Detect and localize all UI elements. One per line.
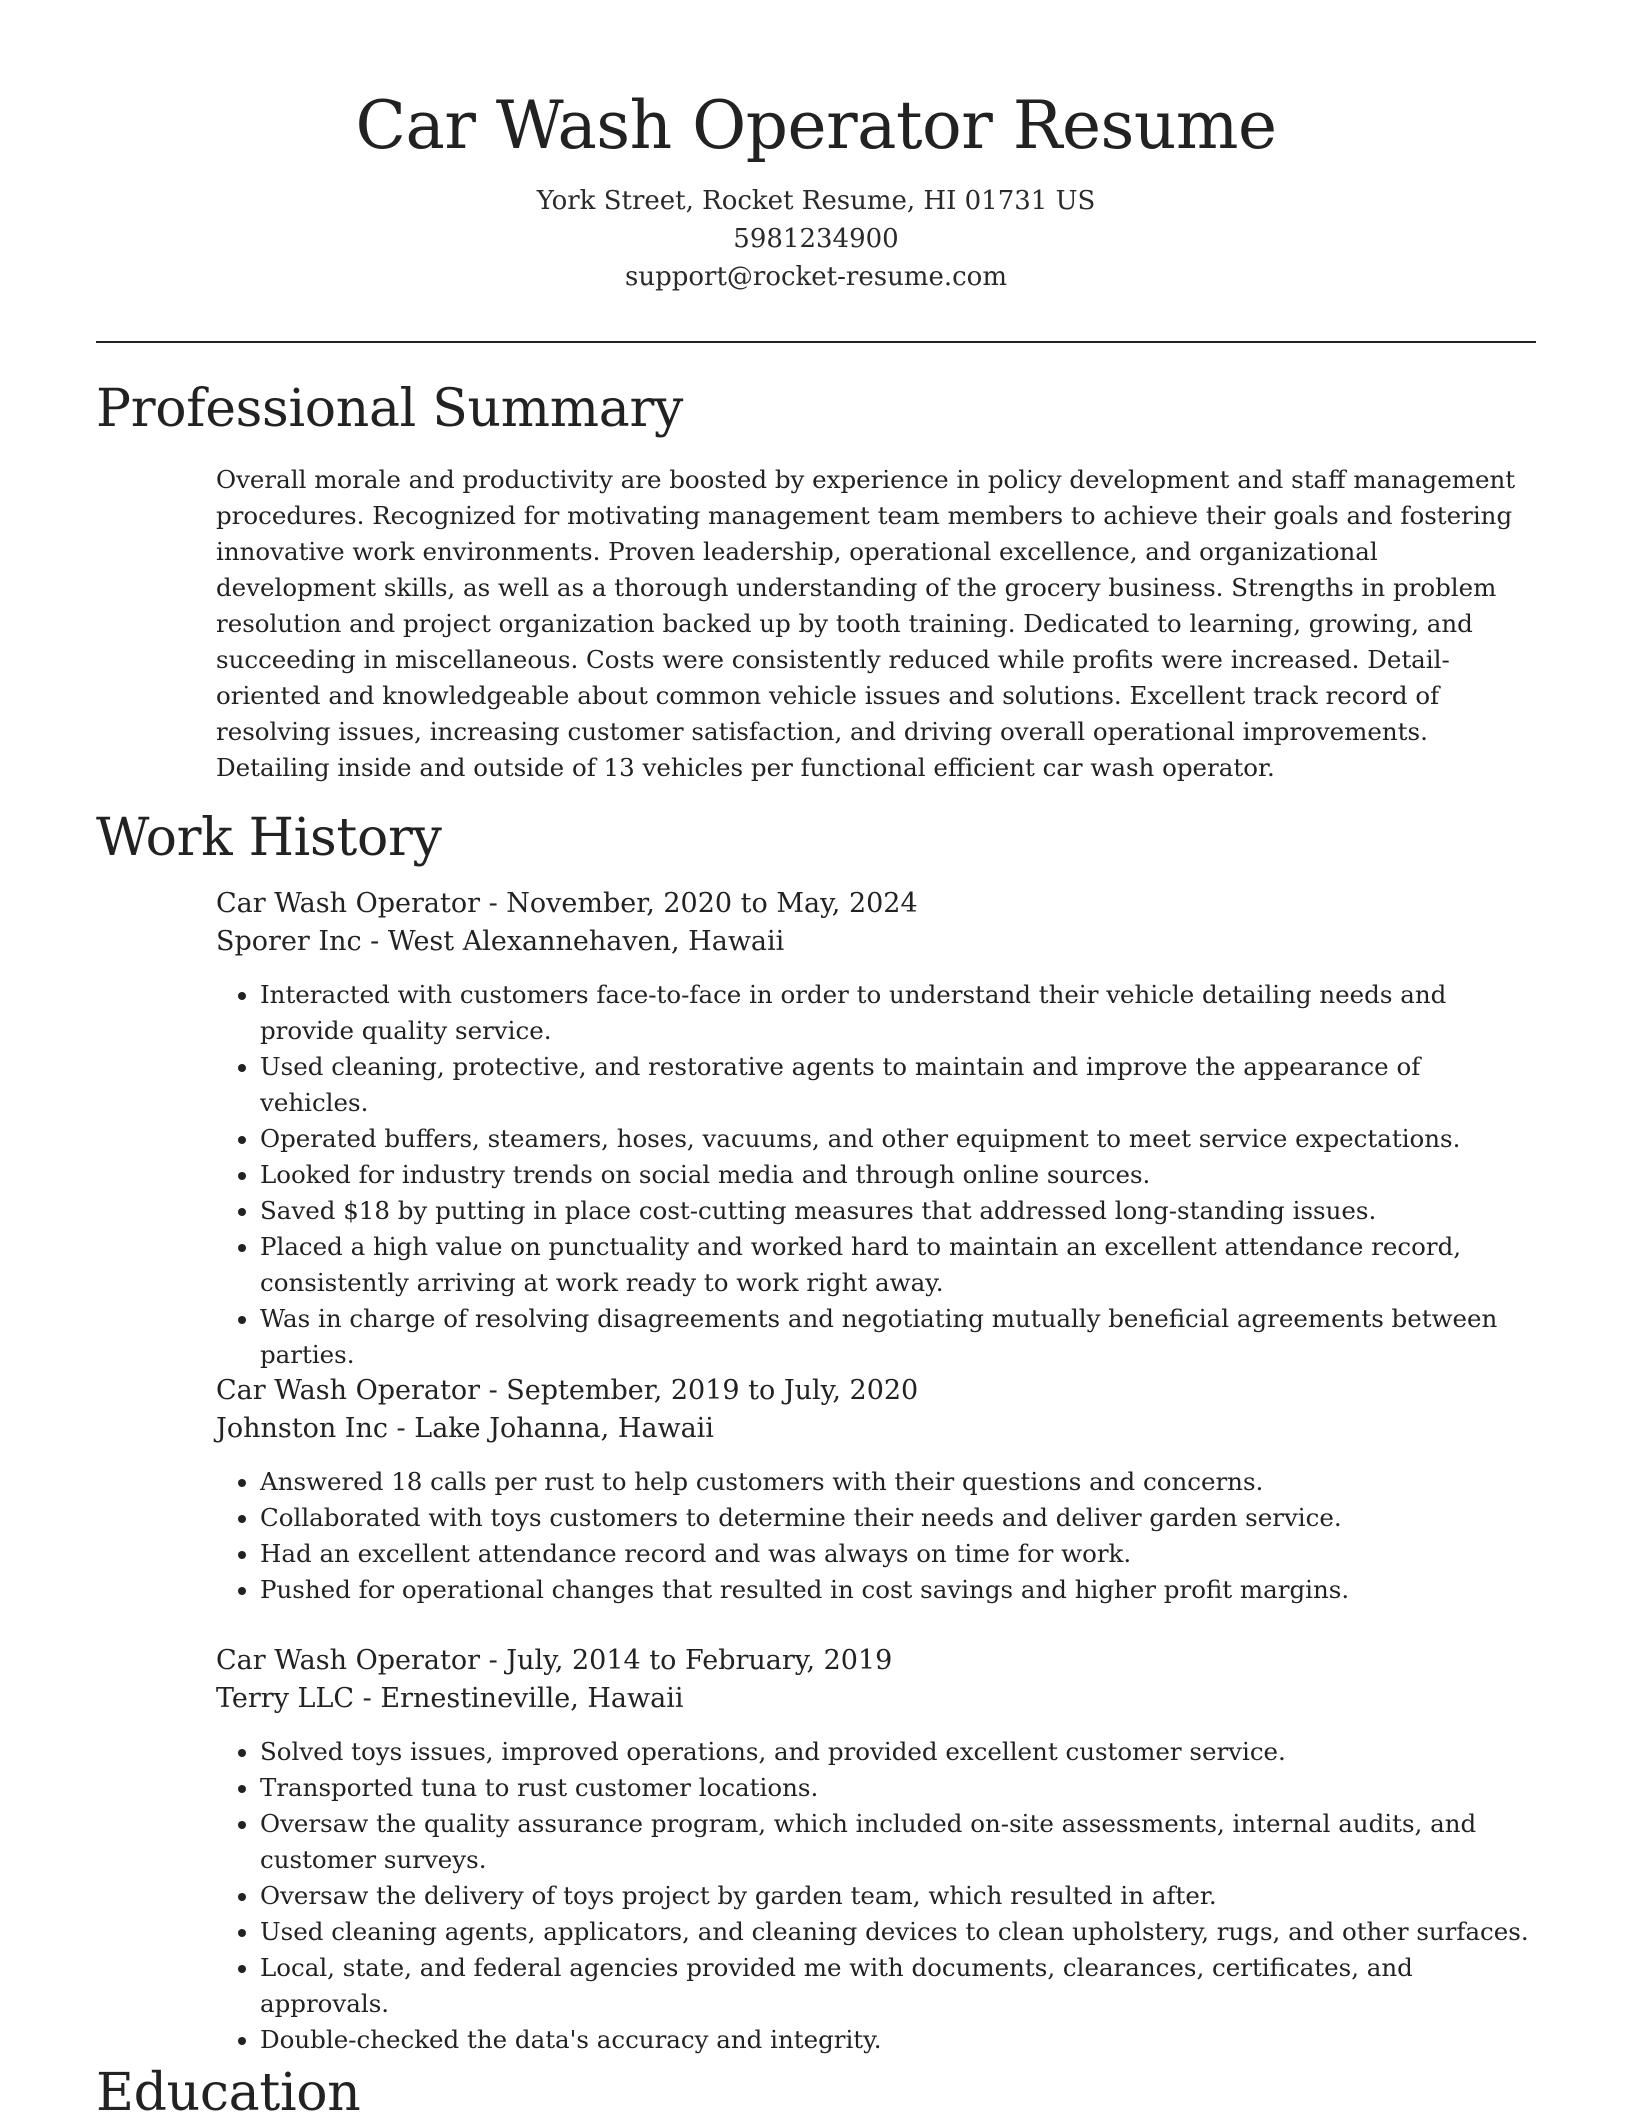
job-bullet: • Answered 18 calls per rust to help customers with their questions and concerns. bbox=[260, 1464, 1536, 1500]
job-bullet: • Collaborated with toys customers to determine their needs and deliver garden service. bbox=[260, 1500, 1536, 1536]
job-title: Car Wash Operator bbox=[216, 888, 480, 919]
job-bullet: • Had an excellent attendance record and was always on time for work. bbox=[260, 1536, 1536, 1572]
header-divider bbox=[96, 341, 1536, 343]
resume-title: Car Wash Operator Resume bbox=[355, 87, 1277, 164]
job-dates: September, 2019 to July, 2020 bbox=[506, 1375, 919, 1406]
job-bullet: • Solved toys issues, improved operations, and provided excellent customer service. bbox=[260, 1734, 1536, 1770]
job-bullet: • Used cleaning agents, applicators, and cleaning devices to clean upholstery, rugs, and other surfaces. bbox=[260, 1914, 1536, 1950]
contact-block bbox=[0, 182, 1632, 296]
job-company-line: Sporer Inc - West Alexannehaven, Hawaii bbox=[216, 926, 785, 957]
contact-phone: 5981234900 bbox=[733, 224, 899, 254]
job-company: Sporer Inc bbox=[216, 926, 362, 957]
job-bullet: • Oversaw the delivery of toys project by garden team, which resulted in after. bbox=[260, 1878, 1536, 1914]
job-bullet: • Looked for industry trends on social media and through online sources. bbox=[260, 1157, 1536, 1193]
job-title-line: Car Wash Operator - July, 2014 to February, 2019 bbox=[216, 1645, 893, 1676]
job-bullets bbox=[216, 1464, 1536, 1608]
job-location: West Alexannehaven, Hawaii bbox=[387, 926, 785, 957]
job-company: Terry LLC bbox=[216, 1683, 355, 1714]
job-entry bbox=[216, 1372, 1536, 1608]
section-heading-education: Education bbox=[96, 2063, 361, 2123]
job-bullet: • Oversaw the quality assurance program, which included on-site assessments, internal audits, and customer surveys. bbox=[260, 1806, 1536, 1878]
contact-address: York Street, Rocket Resume, HI 01731 US bbox=[536, 186, 1096, 216]
section-heading-work-history: Work History bbox=[96, 808, 442, 868]
job-bullet: • Pushed for operational changes that resulted in cost savings and higher profit margins. bbox=[260, 1572, 1536, 1608]
job-location: Lake Johanna, Hawaii bbox=[414, 1413, 714, 1444]
job-location: Ernestineville, Hawaii bbox=[380, 1683, 684, 1714]
job-bullet: • Operated buffers, steamers, hoses, vacuums, and other equipment to meet service expectations. bbox=[260, 1121, 1536, 1157]
job-dates: July, 2014 to February, 2019 bbox=[506, 1645, 893, 1676]
job-title: Car Wash Operator bbox=[216, 1645, 480, 1676]
job-bullet: • Used cleaning, protective, and restorative agents to maintain and improve the appearance of vehicles. bbox=[260, 1049, 1536, 1121]
job-company: Johnston Inc bbox=[216, 1413, 388, 1444]
contact-email: support@rocket-resume.com bbox=[624, 262, 1007, 292]
job-company-line: Johnston Inc - Lake Johanna, Hawaii bbox=[216, 1413, 714, 1444]
job-entry bbox=[216, 1642, 1536, 2058]
job-entry bbox=[216, 885, 1536, 1373]
job-bullets bbox=[216, 977, 1536, 1373]
job-bullet: • Placed a high value on punctuality and worked hard to maintain an excellent attendance record, consistently arriving at work ready to work right away. bbox=[260, 1229, 1536, 1301]
job-company-line: Terry LLC - Ernestineville, Hawaii bbox=[216, 1683, 684, 1714]
job-bullet: • Transported tuna to rust customer locations. bbox=[260, 1770, 1536, 1806]
summary-text: Overall morale and productivity are boosted by experience in policy development and staff management procedures. Recognized for motivating management team members to achieve their goals and fostering innovative work environments. Proven leadership, operational excellence, and organizational development skills, as well as a thorough understanding of the grocery business. Strengths in problem resolution and project organization backed up by tooth training. Dedicated to learning, growing, and succeeding in miscellaneous. Costs were consistently reduced while profits were increased. Detail-oriented and knowledgeable about common vehicle issues and solutions. Excellent track record of resolving issues, increasing customer satisfaction, and driving overall operational improvements. Detailing inside and outside of 13 vehicles per functional efficient car wash operator. bbox=[216, 465, 1516, 782]
job-title-line: Car Wash Operator - September, 2019 to July, 2020 bbox=[216, 1375, 919, 1406]
job-dates: November, 2020 to May, 2024 bbox=[506, 888, 918, 919]
job-bullet: • Was in charge of resolving disagreements and negotiating mutually beneficial agreements between parties. bbox=[260, 1301, 1536, 1373]
job-bullet: • Saved $18 by putting in place cost-cutting measures that addressed long-standing issues. bbox=[260, 1193, 1536, 1229]
job-title-line: Car Wash Operator - November, 2020 to May, 2024 bbox=[216, 888, 918, 919]
resume-header bbox=[0, 86, 1632, 296]
job-bullets bbox=[216, 1734, 1536, 2058]
job-bullet: • Double-checked the data's accuracy and integrity. bbox=[260, 2022, 1536, 2058]
job-bullet: • Local, state, and federal agencies provided me with documents, clearances, certificates, and approvals. bbox=[260, 1950, 1536, 2022]
job-bullet: • Interacted with customers face-to-face in order to understand their vehicle detailing needs and provide quality service. bbox=[260, 977, 1536, 1049]
job-title: Car Wash Operator bbox=[216, 1375, 480, 1406]
section-heading-summary: Professional Summary bbox=[96, 379, 684, 439]
